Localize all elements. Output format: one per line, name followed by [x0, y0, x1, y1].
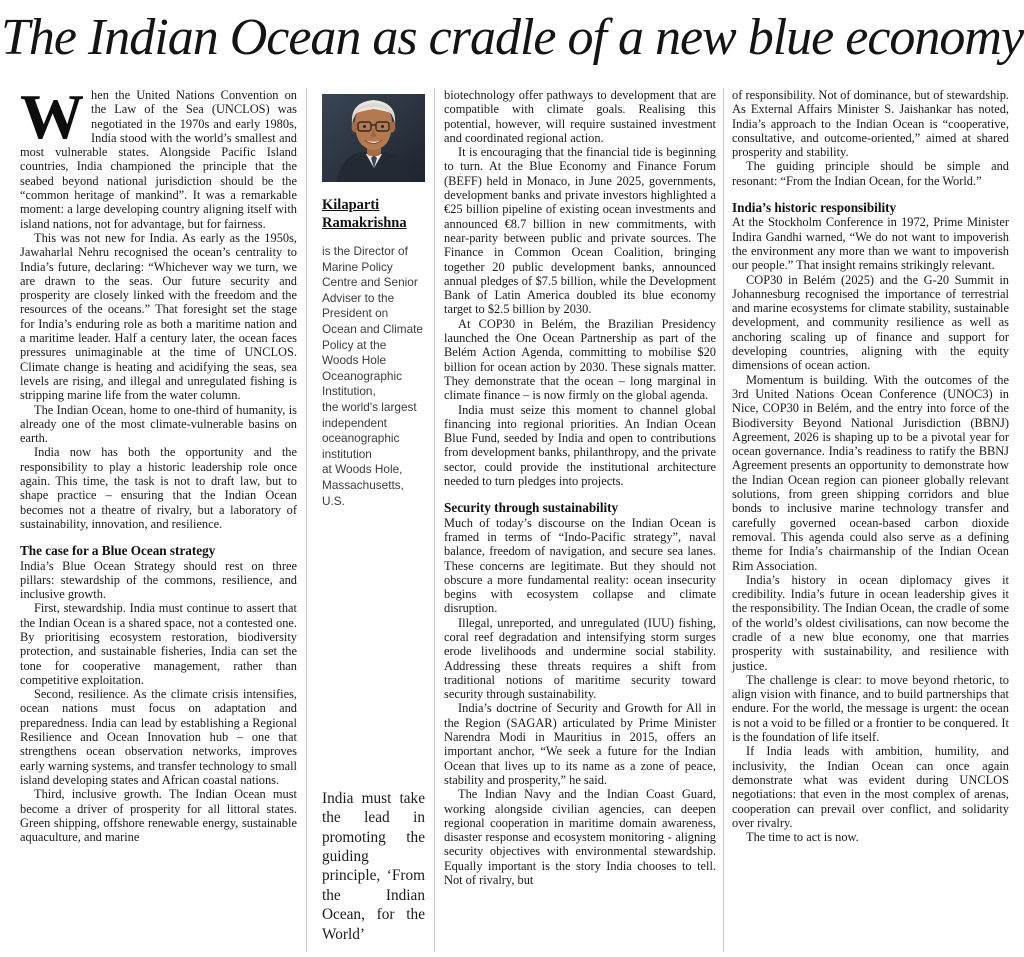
article-paragraph: Illegal, unreported, and unregulated (IUU) fishing, coral reef degradation and intensifying storm surges erode livelihoods and undermine social stability. Addressing these threats requires a shift from traditional notions of maritime security toward security through sustainability.: [444, 615, 716, 702]
article-paragraph: The time to act is now.: [746, 830, 859, 845]
author-name: Kilaparti Ramakrishna: [322, 197, 407, 231]
article-paragraph: The challenge is clear: to move beyond rhetoric, to align vision with finance, and to build partnerships that endure. For the world, the message is urgent: the ocean is not a void to be filled or a frontier to be conquered. It is the foundation of life itself.: [732, 672, 1009, 745]
article-column-2: [435, 88, 724, 952]
article-paragraph: Third, inclusive growth. The Indian Ocean must become a driver of prosperity for all littoral states. Green shipping, offshore renewable energy, sustainable aquaculture, and marine: [20, 787, 297, 845]
author-portrait-image: [322, 94, 425, 182]
article-paragraph: India’s doctrine of Security and Growth for All in the Region (SAGAR) articulated by Prime Minister Narendra Modi in Mauritius in 2015, offers an important anchor, “We seek a future for the Indian Ocean that lives up to its name as a zone of peace, stability and prosperity,” he said.: [444, 701, 716, 787]
article-paragraph: India now has both the opportunity and the responsibility to play a historic leadership role once again. This time, the task is not to draft law, but to shape practice – ensuring that the Indian Ocean becomes not a theatre of rivalry, but a laboratory of sustainability, innovation, and resilience.: [20, 445, 297, 531]
article-paragraph: India’s history in ocean diplomacy gives it credibility. India’s future in ocean leadership gives it the responsibility. The Indian Ocean, the cradle of some of the world’s oldest civilisations, can now become the cradle of a new blue economy, one that marries prosperity with sustainability, and resilience with justice.: [732, 572, 1009, 673]
author-bio: [322, 244, 425, 509]
article-paragraph: When the United Nations Convention on the Law of the Sea (UNCLOS) was negotiated in the 1970s and early 1980s, India stood with the world’s smallest and most vulnerable states. Alongside Pacific Island countries, India championed the principle that the seabed beyond national jurisdiction should be the “common heritage of mankind”. It was a remarkable moment: a large developing country aligning itself with island nations, not for advantage, but for fairness.: [20, 88, 297, 231]
section-heading: India’s historic responsibility: [732, 200, 897, 216]
pull-quote: India must take the lead in promoting the guiding principle, ‘From the Indian Ocean, for the World’: [322, 789, 425, 943]
article-paragraph: of responsibility. Not of dominance, but of stewardship. As External Affairs Minister S. Jaishankar has noted, India’s approach to the Indian Ocean is “cooperative, consultative, and outcome-oriented,” aimed at shared prosperity and stability.: [732, 88, 1009, 160]
article-paragraph: At COP30 in Belém, the Brazilian Presidency launched the One Ocean Partnership as part of the Belém Action Agenda, committing to mobilise $20 billion for ocean action by 2030. These signals matter. They demonstrate that the ocean – long marginal in climate finance – is now firmly on the global agenda.: [444, 316, 716, 403]
article-paragraph: If India leads with ambition, humility, and inclusivity, the Indian Ocean can once again demonstrate what was evident during UNCLOS negotiations: that even in the most complex of arenas, cooperation can prevail over conflict, and solidarity over rivalry.: [732, 744, 1009, 830]
article-paragraph: Momentum is building. With the outcomes of the 3rd United Nations Ocean Conference (UNOC3) in Nice, COP30 in Belém, and the entry into force of the Biodiversity Beyond National Jurisdiction (BBNJ) Agreement, 2026 is shaping up to be a pivotal year for ocean governance. India’s readiness to ratify the BBNJ Agreement presents an opportunity to demonstrate how the Indian Ocean region can pioneer globally relevant solutions, from green shipping corridors and blue bonds to inclusive marine technology transfer and carefully governed ocean-based carbon dioxide removal. This agenda could also serve as a defining theme for India’s chairmanship of the Indian Ocean Rim Association.: [732, 372, 1009, 573]
author-photo: [322, 94, 425, 182]
article-paragraph: COP30 in Belém (2025) and the G-20 Summit in Johannesburg recognised the importance of terrestrial and marine ecosystems for climate stability, sustainable development, and community resilience as well as anchoring scaling up of finance and support for developing countries, aligning with the equity dimensions of ocean action.: [732, 272, 1009, 373]
article-paragraph: Much of today’s discourse on the Indian Ocean is framed in terms of “Indo-Pacific strategy”, naval balance, freedom of navigation, and secure sea lanes. These concerns are legitimate. But they should not obscure a more fundamental reality: ocean insecurity begins with ecosystem collapse and climate disruption.: [444, 515, 716, 616]
drop-cap: W: [20, 88, 84, 152]
author-bio-line: is the Director of Marine Policy Centre and Senior Adviser to the President on Ocean and Climate Policy at the Woods Hole Oceanographic Institution,: [322, 244, 423, 399]
author-bio-line: the world's largest independent oceanographic institution: [322, 399, 417, 461]
article-headline: The Indian Ocean as cradle of a new blue economy: [0, 9, 1024, 66]
article-paragraph: The Indian Ocean, home to one-third of humanity, is already one of the most climate-vulnerable basins on earth.: [20, 402, 297, 446]
article-paragraph: It is encouraging that the financial tide is beginning to turn. At the Blue Economy and Finance Forum (BEFF) held in Monaco, in June 2025, governments, development banks and private investors highlighted a €25 billion pipeline of existing ocean investments and announced €8.7 billion in new commitments, with near-parity between public and private sources. The Finance in Common Ocean Coalition, bringing together 20 public development banks, announced annual pledges of $7.5 billion, while the Development Bank of Latin America doubled its blue economy target to $2.5 billion by 2030.: [444, 145, 716, 317]
article-paragraph: The guiding principle should be simple and resonant: “From the Indian Ocean, for the World.”: [732, 159, 1009, 188]
article-column-3: [724, 88, 1009, 952]
section-heading: The case for a Blue Ocean strategy: [20, 543, 216, 559]
article-column-1: [20, 88, 307, 952]
article-paragraph: The Indian Navy and the Indian Coast Guard, working alongside civilian agencies, can deepen regional cooperation in maritime domain awareness, disaster response and ecosystem monitoring - aligning security objectives with environmental stewardship. Equally important is the story India chooses to tell. Not of rivalry, but: [444, 787, 716, 888]
masthead: [0, 0, 1024, 86]
section-heading: Security through sustainability: [444, 500, 619, 516]
article-paragraph: biotechnology offer pathways to development that are compatible with climate goals. Realising this potential, however, will require sustained investment and coordinated regional action.: [444, 88, 716, 145]
article-paragraph: India’s Blue Ocean Strategy should rest on three pillars: stewardship of the commons, resilience, and inclusive growth.: [20, 558, 297, 602]
article-body: [20, 88, 1012, 952]
article-paragraph: First, stewardship. India must continue to assert that the Indian Ocean is a shared space, not a contested one. By prioritising ecosystem restoration, biodiversity protection, and sustainable fisheries, India can set the tone for cooperative management, rather than competitive exploitation.: [20, 601, 297, 687]
article-paragraph: India must seize this moment to channel global financing into regional priorities. An Indian Ocean Blue Fund, seeded by India and open to contributions from development banks, philanthropy, and the private sector, could provide the institutional architecture needed to turn pledges into projects.: [444, 402, 716, 489]
author-column: [307, 88, 435, 952]
article-paragraph: Second, resilience. As the climate crisis intensifies, ocean nations must focus on adaptation and preparedness. India can lead by establishing a Regional Resilience and Ocean Innovation hub – one that strengthens ocean observation networks, improves early warning systems, and transfer technology to small island developing states and African coastal nations.: [20, 687, 297, 787]
article-paragraph: This was not new for India. As early as the 1950s, Jawaharlal Nehru recognised the ocean’s centrality to India’s future, declaring: “Whichever way we turn, we are drawn to the seas. Our future security and prosperity are closely linked with the freedom and the resources of the oceans.” That foresight set the stage for India’s enduring role as both a maritime nation and a maritime leader. Half a century later, the ocean faces pressures unimaginable at the time of UNCLOS. Climate change is heating and acidifying the seas, sea levels are rising, and illegal and unregulated fishing is stripping marine life from the water column.: [20, 230, 297, 403]
author-bio-line: at Woods Hole, Massachusetts, U.S.: [322, 462, 404, 508]
article-paragraph: At the Stockholm Conference in 1972, Prime Minister Indira Gandhi warned, “We do not want to impoverish the environment any more than we want to impoverish our people.” That insight remains strikingly relevant.: [732, 215, 1009, 273]
